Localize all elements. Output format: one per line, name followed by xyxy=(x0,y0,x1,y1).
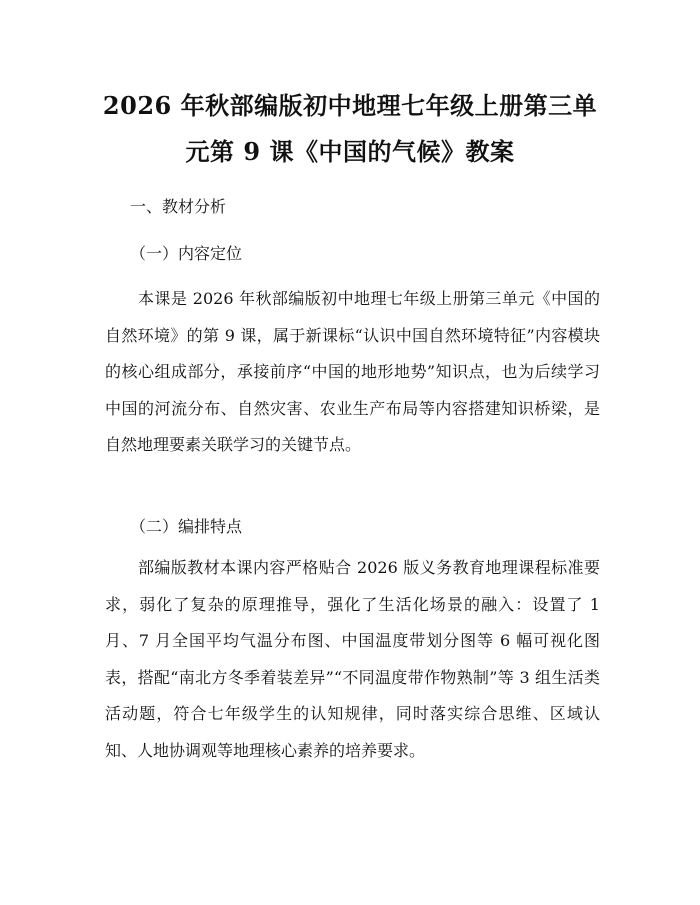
paragraph-content-positioning: 本课是 2026 年秋部编版初中地理七年级上册第三单元《中国的自然环境》的第 9 课，属于新课标“认识中国自然环境特征”内容模块的核心组成部分，承接前序“中国的地形地势”知识点，也为后续学习中国的河流分布、自然灾害、农业生产布局等内容搭建知识桥梁，是自然地理要素关联学习的关键节点。 xyxy=(105,289,600,454)
subsection-heading-layout-features: （二）编排特点 xyxy=(130,517,243,536)
section-heading-textbook-analysis: 一、教材分析 xyxy=(130,197,227,216)
document-title-line-2: 元第 9 课《中国的气候》教案 xyxy=(185,137,515,166)
paragraph-layout-features: 部编版教材本课内容严格贴合 2026 版义务教育地理课程标准要求，弱化了复杂的原理推导，强化了生活化场景的融入：设置了 1 月、7 月全国平均气温分布图、中国温度带划分图等 6 幅可视化图表，搭配“南北方冬季着装差异”“不同温度带作物熟制”等 3 组生活类活动题，符合七年级学生的认知规律，同时落实综合思维、区域认知、人地协调观等地理核心素养的培养要求。 xyxy=(105,558,600,760)
document-title-line-1: 2026 年秋部编版初中地理七年级上册第三单 xyxy=(102,91,598,120)
subsection-heading-content-positioning: （一）内容定位 xyxy=(130,244,243,263)
